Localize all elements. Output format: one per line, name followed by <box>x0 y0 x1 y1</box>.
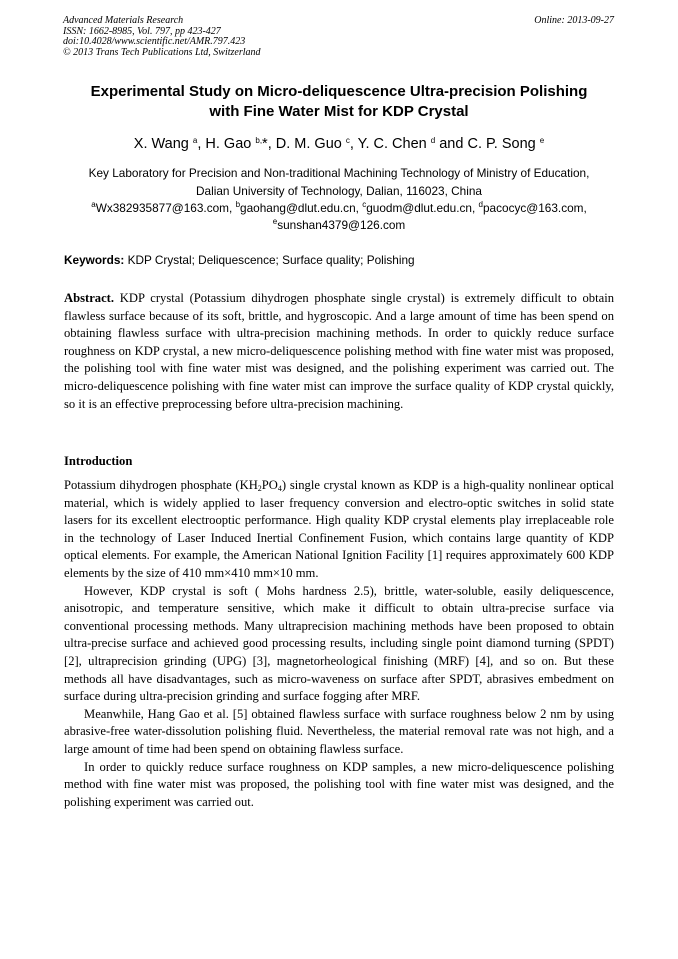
email-mark: d <box>478 200 483 209</box>
introduction-body <box>64 477 614 811</box>
author-list <box>60 134 618 154</box>
keywords-label: Keywords: <box>64 253 125 267</box>
email-link[interactable]: gaohang@dlut.edu.cn <box>240 201 356 215</box>
paragraph-text: Potassium dihydrogen phosphate (KH <box>64 478 258 492</box>
keywords-text: KDP Crystal; Deliquescence; Surface quality; Polishing <box>127 253 415 267</box>
paragraph-text: PO <box>261 478 278 492</box>
journal-doi: doi:10.4028/www.scientific.net/AMR.797.423 <box>63 36 246 48</box>
author-affil-mark: e <box>539 136 545 145</box>
author-name: H. Gao <box>205 136 252 152</box>
email-mark: a <box>91 200 96 209</box>
paragraph: However, KDP crystal is soft ( Mohs hardness 2.5), brittle, water-soluble, easily deliquescence, anisotropic, and temperature sensitive, which make it difficult to obtain ultra-precise surface via conventional processing methods. Many ultraprecision machining methods have been proposed to obtain ultra-precise surface and achieved good processing results, including single point diamond turning (SPDT) [2], ultraprecision grinding (UPG) [3], magnetorheological finishing (MRF) [4], and so on. But these methods all have disadvantages, such as micro-waveness on surface after SPDT, abrasives embedment on surface during ultra-precision grinding and surface fogging after MRF. <box>64 583 614 704</box>
abstract <box>64 290 614 413</box>
author-separator: , <box>197 136 206 152</box>
author-affil-mark: d <box>430 136 436 145</box>
author-name: Y. C. Chen <box>357 136 427 152</box>
author-name: C. P. Song <box>467 136 536 152</box>
keywords <box>64 253 616 268</box>
author-affil-mark: c <box>345 136 350 145</box>
author-separator: , <box>267 136 276 152</box>
email-mark: c <box>362 200 367 209</box>
author-affil-mark: a <box>192 136 198 145</box>
paragraph-text: ) single crystal known as KDP is a high-quality nonlinear optical material, which is widely applied to laser frequency conversion and electro-optic switches in solid state lasers for its excellent electrooptic performance. High quality KDP crystal elements play irreplaceable role in the technology of Laser Induced Inertial Confinement Fusion, which contains large quantity of KDP optical elements. For example, the American National Ignition Facility [1] requires approximately 600 KDP elements by the size of 410 mm×410 mm×10 mm. <box>64 478 614 580</box>
author-separator: and <box>435 136 468 152</box>
email-link[interactable]: sunshan4379@126.com <box>277 218 406 232</box>
online-date: Online: 2013-09-27 <box>534 15 614 26</box>
affiliation-line-1: Key Laboratory for Precision and Non-traditional Machining Technology of Ministry of Education, <box>88 166 590 180</box>
email-list: $^a$Wx382935877@163.com, $^b$gaohang@dlut.edu.cn, $^c$guodm@dlut.edu.cn, $^d$pacocyc@163.com, $^e$sunshan4379@126.com <box>91 200 587 232</box>
paragraph <box>64 477 614 583</box>
abstract-label: Abstract. <box>64 291 115 305</box>
journal-header <box>63 16 261 58</box>
subscript: 2 <box>257 484 262 493</box>
subscript: 4 <box>277 484 282 493</box>
journal-name: Advanced Materials Research <box>63 15 184 26</box>
affiliation <box>60 164 618 200</box>
journal-copyright: © 2013 Trans Tech Publications Ltd, Switzerland <box>63 46 261 58</box>
email-link[interactable]: guodm@dlut.edu.cn <box>366 201 472 215</box>
author-name: D. M. Guo <box>275 136 342 152</box>
corresponding-mark: * <box>262 136 268 152</box>
abstract-text: KDP crystal (Potassium dihydrogen phosphate single crystal) is extremely difficult to obtain flawless surface because of its soft, brittle, and hygroscopic. And a large amount of time has been spend on obtaining flawless surface with ultra-precision machining methods. In order to quickly reduce surface roughness on KDP crystal, a new micro-deliquescence polishing method with fine water mist was proposed, the polishing tool with fine water mist was designed, and the polishing experiment was carried out. The micro-deliquescence polishing with fine water mist can improve the surface quality of KDP crystal quickly, so it is an effective preprocessing before ultra-precision machining. <box>64 291 614 411</box>
email-link[interactable]: Wx382935877@163.com <box>95 201 229 215</box>
email-mark: b <box>235 200 241 209</box>
title-line-1: Experimental Study on Micro-deliquescence Ultra-precision Polishing <box>90 83 588 100</box>
affiliation-line-2: Dalian University of Technology, Dalian, 116023, China <box>196 184 482 198</box>
email-mark: e <box>272 217 278 226</box>
section-heading: Introduction <box>64 454 133 468</box>
paper-title <box>60 82 618 122</box>
paragraph: Meanwhile, Hang Gao et al. [5] obtained flawless surface with surface roughness below 2 nm by using abrasive-free water-dissolution polishing fluid. Nevertheless, the material removal rate was not high, and a large amount of time had been spend on obtaining flawless surface. <box>64 706 614 756</box>
author-affil-mark: b, <box>255 136 263 145</box>
email-link[interactable]: pacocyc@163.com <box>482 201 584 215</box>
author-name: X. Wang <box>133 136 189 152</box>
paragraph: In order to quickly reduce surface roughness on KDP samples, a new micro-deliquescence polishing method with fine water mist was proposed, the polishing tool with fine water mist was designed, and the polishing experiment was carried out. <box>64 759 614 809</box>
title-line-2: with Fine Water Mist for KDP Crystal <box>209 103 469 120</box>
journal-issn: ISSN: 1662-8985, Vol. 797, pp 423-427 <box>63 25 221 37</box>
author-separator: , <box>349 136 358 152</box>
